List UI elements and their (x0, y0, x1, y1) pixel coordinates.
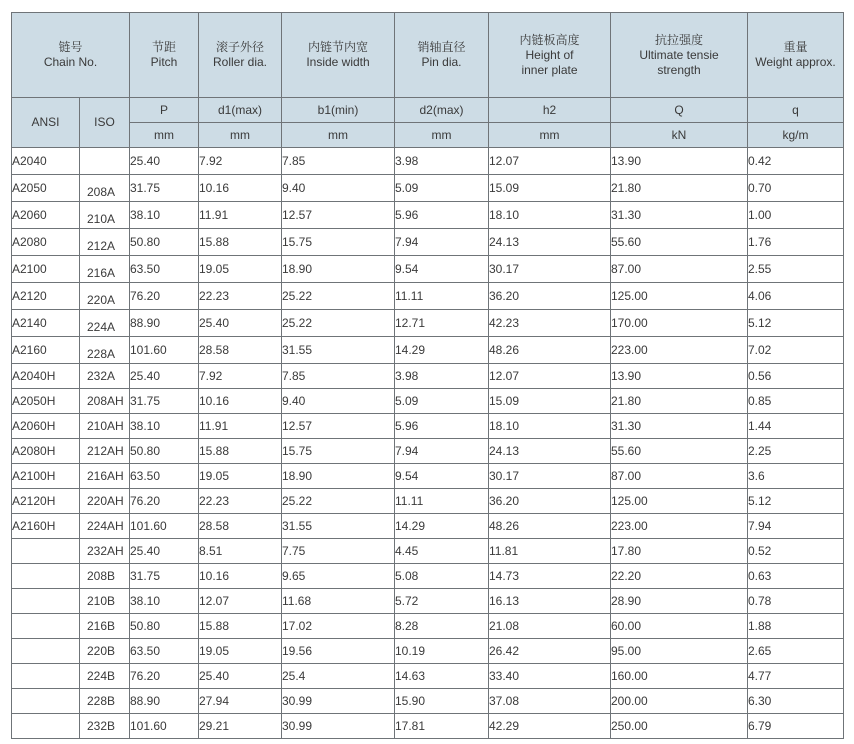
pin-cell: 5.96 (395, 202, 489, 229)
table-row (12, 539, 844, 564)
table-row (12, 714, 844, 739)
height-cell: 48.26 (489, 514, 611, 539)
pin-cell: 5.09 (395, 389, 489, 414)
pitch-cell: 38.10 (130, 414, 199, 439)
height-cell: 37.08 (489, 689, 611, 714)
inside-cell: 30.99 (282, 689, 395, 714)
chain-no-cn: 链号 (58, 40, 83, 54)
iso-cell: 232A (80, 364, 130, 389)
iso-cell: 224AH (80, 514, 130, 539)
inside-cell: 7.85 (282, 148, 395, 175)
roller-cell: 10.16 (199, 564, 282, 589)
weight-cell: 4.77 (748, 664, 844, 689)
pin-cn: 销轴直径 (417, 40, 466, 54)
roller-cell: 19.05 (199, 639, 282, 664)
table-body (12, 148, 844, 739)
pitch-cell: 31.75 (130, 389, 199, 414)
iso-cell: 220AH (80, 489, 130, 514)
height-en-2: inner plate (521, 62, 578, 77)
col-weight (748, 13, 844, 98)
table-row (12, 439, 844, 464)
col-iso: ISO (80, 98, 130, 148)
inside-cell: 11.68 (282, 589, 395, 614)
table-row (12, 564, 844, 589)
ansi-cell: A2160H (12, 514, 80, 539)
inside-cell: 12.57 (282, 202, 395, 229)
height-cell: 12.07 (489, 148, 611, 175)
inside-cell: 25.22 (282, 283, 395, 310)
symbol-strength: Q (611, 98, 748, 123)
ansi-cell: A2040 (12, 148, 80, 175)
ansi-cell (12, 589, 80, 614)
height-cell: 24.13 (489, 439, 611, 464)
roller-cell: 25.40 (199, 664, 282, 689)
ansi-cell: A2060H (12, 414, 80, 439)
roller-cell: 25.40 (199, 310, 282, 337)
pin-cell: 17.81 (395, 714, 489, 739)
strength-cell: 125.00 (611, 283, 748, 310)
ansi-cell: A2080H (12, 439, 80, 464)
roller-cell: 12.07 (199, 589, 282, 614)
strength-cell: 160.00 (611, 664, 748, 689)
weight-cell: 7.02 (748, 337, 844, 364)
ansi-cell: A2160 (12, 337, 80, 364)
table-row (12, 389, 844, 414)
pin-cell: 3.98 (395, 148, 489, 175)
strength-cell: 87.00 (611, 464, 748, 489)
col-roller (199, 13, 282, 98)
iso-cell: 232B (80, 714, 130, 739)
ansi-cell: A2040H (12, 364, 80, 389)
strength-cn: 抗拉强度 (654, 32, 703, 47)
weight-cell: 6.30 (748, 689, 844, 714)
height-cell: 48.26 (489, 337, 611, 364)
weight-cell: 0.85 (748, 389, 844, 414)
weight-cell: 3.6 (748, 464, 844, 489)
pitch-cell: 76.20 (130, 664, 199, 689)
height-cell: 42.23 (489, 310, 611, 337)
unit-weight: kg/m (748, 123, 844, 148)
strength-cell: 125.00 (611, 489, 748, 514)
pin-cell: 3.98 (395, 364, 489, 389)
inside-cell: 25.22 (282, 489, 395, 514)
table-row (12, 464, 844, 489)
pin-cell: 5.96 (395, 414, 489, 439)
inside-cell: 9.65 (282, 564, 395, 589)
weight-cell: 0.56 (748, 364, 844, 389)
weight-cell: 1.00 (748, 202, 844, 229)
iso-cell: 208A (80, 175, 130, 202)
inside-cell: 18.90 (282, 464, 395, 489)
iso-cell: 228A (80, 337, 130, 364)
col-strength (611, 13, 748, 98)
col-inside-width (282, 13, 395, 98)
height-cell: 15.09 (489, 175, 611, 202)
table-row (12, 414, 844, 439)
inside-cell: 9.40 (282, 389, 395, 414)
table-row (12, 337, 844, 364)
iso-cell: 224A (80, 310, 130, 337)
strength-cell: 87.00 (611, 256, 748, 283)
inside-cell: 18.90 (282, 256, 395, 283)
roller-cell: 15.88 (199, 614, 282, 639)
strength-cell: 21.80 (611, 175, 748, 202)
col-ansi: ANSI (12, 98, 80, 148)
pitch-cell: 63.50 (130, 464, 199, 489)
weight-cell: 4.06 (748, 283, 844, 310)
table-header (12, 13, 844, 148)
pin-cell: 14.29 (395, 514, 489, 539)
iso-cell: 208B (80, 564, 130, 589)
inside-cell: 7.75 (282, 539, 395, 564)
inside-cell: 12.57 (282, 414, 395, 439)
pin-cell: 7.94 (395, 439, 489, 464)
pitch-cell: 76.20 (130, 283, 199, 310)
height-cell: 11.81 (489, 539, 611, 564)
pitch-cell: 25.40 (130, 364, 199, 389)
pitch-cell: 31.75 (130, 564, 199, 589)
roller-cell: 7.92 (199, 364, 282, 389)
weight-en: Weight approx. (755, 55, 836, 69)
col-pitch (130, 13, 199, 98)
symbol-roller: d1(max) (199, 98, 282, 123)
weight-cell: 1.88 (748, 614, 844, 639)
strength-cell: 55.60 (611, 439, 748, 464)
ansi-cell: A2050H (12, 389, 80, 414)
table-row (12, 229, 844, 256)
strength-cell: 17.80 (611, 539, 748, 564)
ansi-cell (12, 664, 80, 689)
inside-cell: 25.4 (282, 664, 395, 689)
height-cell: 12.07 (489, 364, 611, 389)
unit-pitch: mm (130, 123, 199, 148)
strength-cell: 13.90 (611, 148, 748, 175)
inside-cell: 9.40 (282, 175, 395, 202)
unit-inside: mm (282, 123, 395, 148)
ansi-cell (12, 539, 80, 564)
iso-cell: 220B (80, 639, 130, 664)
col-plate-height (489, 13, 611, 98)
weight-cell: 2.25 (748, 439, 844, 464)
pin-cell: 11.11 (395, 283, 489, 310)
pitch-cell: 50.80 (130, 439, 199, 464)
chain-no-en: Chain No. (43, 55, 98, 69)
unit-height: mm (489, 123, 611, 148)
pin-cell: 5.72 (395, 589, 489, 614)
ansi-cell (12, 614, 80, 639)
symbol-height: h2 (489, 98, 611, 123)
table-row (12, 364, 844, 389)
inside-cell: 7.85 (282, 364, 395, 389)
roller-cell: 8.51 (199, 539, 282, 564)
strength-cell: 55.60 (611, 229, 748, 256)
table-row (12, 283, 844, 310)
weight-cn: 重量 (783, 40, 808, 54)
pitch-cell: 101.60 (130, 514, 199, 539)
strength-cell: 223.00 (611, 514, 748, 539)
table-row (12, 175, 844, 202)
table-row (12, 589, 844, 614)
height-cell: 14.73 (489, 564, 611, 589)
pin-cell: 4.45 (395, 539, 489, 564)
pitch-cell: 76.20 (130, 489, 199, 514)
iso-cell: 224B (80, 664, 130, 689)
ansi-cell: A2100 (12, 256, 80, 283)
weight-cell: 1.44 (748, 414, 844, 439)
symbol-weight: q (748, 98, 844, 123)
pitch-cell: 38.10 (130, 589, 199, 614)
pin-en: Pin dia. (421, 55, 462, 69)
strength-cell: 95.00 (611, 639, 748, 664)
height-cell: 33.40 (489, 664, 611, 689)
iso-cell: 228B (80, 689, 130, 714)
strength-en-2: strength (657, 62, 701, 77)
strength-cell: 21.80 (611, 389, 748, 414)
height-cell: 16.13 (489, 589, 611, 614)
ansi-cell: A2100H (12, 464, 80, 489)
table-row (12, 202, 844, 229)
table-row (12, 489, 844, 514)
weight-cell: 5.12 (748, 310, 844, 337)
height-cell: 15.09 (489, 389, 611, 414)
table-row (12, 148, 844, 175)
inside-cell: 25.22 (282, 310, 395, 337)
roller-cell: 22.23 (199, 489, 282, 514)
pitch-cell: 63.50 (130, 256, 199, 283)
ansi-cell: A2120H (12, 489, 80, 514)
height-cell: 36.20 (489, 283, 611, 310)
inside-cell: 15.75 (282, 439, 395, 464)
weight-cell: 0.70 (748, 175, 844, 202)
ansi-cell (12, 689, 80, 714)
iso-cell: 212AH (80, 439, 130, 464)
ansi-cell: A2120 (12, 283, 80, 310)
col-chain-no (12, 13, 130, 98)
weight-cell: 5.12 (748, 489, 844, 514)
inside-cell: 17.02 (282, 614, 395, 639)
table-row (12, 664, 844, 689)
pin-cell: 12.71 (395, 310, 489, 337)
ansi-cell: A2080 (12, 229, 80, 256)
ansi-cell (12, 639, 80, 664)
strength-cell: 31.30 (611, 202, 748, 229)
iso-cell: 220A (80, 283, 130, 310)
strength-en-1: Ultimate tensie (639, 47, 719, 62)
roller-cell: 11.91 (199, 202, 282, 229)
height-cell: 24.13 (489, 229, 611, 256)
pin-cell: 8.28 (395, 614, 489, 639)
table-row (12, 514, 844, 539)
weight-cell: 6.79 (748, 714, 844, 739)
symbol-pin: d2(max) (395, 98, 489, 123)
roller-cell: 29.21 (199, 714, 282, 739)
roller-cell: 19.05 (199, 464, 282, 489)
iso-cell: 210AH (80, 414, 130, 439)
pin-cell: 15.90 (395, 689, 489, 714)
pin-cell: 7.94 (395, 229, 489, 256)
weight-cell: 1.76 (748, 229, 844, 256)
ansi-cell (12, 714, 80, 739)
height-cell: 36.20 (489, 489, 611, 514)
strength-cell: 60.00 (611, 614, 748, 639)
height-cell: 21.08 (489, 614, 611, 639)
weight-cell: 0.42 (748, 148, 844, 175)
iso-cell (80, 148, 130, 175)
strength-cell: 170.00 (611, 310, 748, 337)
pitch-cell: 25.40 (130, 539, 199, 564)
inside-en: Inside width (306, 55, 370, 69)
iso-cell: 210B (80, 589, 130, 614)
pitch-cell: 88.90 (130, 310, 199, 337)
roller-cell: 10.16 (199, 389, 282, 414)
strength-cell: 28.90 (611, 589, 748, 614)
symbol-inside: b1(min) (282, 98, 395, 123)
height-cn: 内链板高度 (519, 32, 580, 47)
roller-cell: 28.58 (199, 337, 282, 364)
pin-cell: 5.09 (395, 175, 489, 202)
inside-cell: 15.75 (282, 229, 395, 256)
ansi-cell: A2140 (12, 310, 80, 337)
unit-pin: mm (395, 123, 489, 148)
inside-cell: 31.55 (282, 514, 395, 539)
height-cell: 18.10 (489, 202, 611, 229)
roller-cell: 11.91 (199, 414, 282, 439)
roller-cn: 滚子外径 (215, 40, 264, 54)
roller-cell: 28.58 (199, 514, 282, 539)
table-row (12, 256, 844, 283)
roller-cell: 7.92 (199, 148, 282, 175)
roller-cell: 10.16 (199, 175, 282, 202)
pin-cell: 9.54 (395, 464, 489, 489)
iso-cell: 208AH (80, 389, 130, 414)
unit-roller: mm (199, 123, 282, 148)
inside-cell: 30.99 (282, 714, 395, 739)
weight-cell: 0.78 (748, 589, 844, 614)
pin-cell: 9.54 (395, 256, 489, 283)
roller-cell: 27.94 (199, 689, 282, 714)
pin-cell: 10.19 (395, 639, 489, 664)
strength-cell: 250.00 (611, 714, 748, 739)
pitch-cell: 31.75 (130, 175, 199, 202)
height-cell: 30.17 (489, 464, 611, 489)
roller-cell: 19.05 (199, 256, 282, 283)
pin-cell: 11.11 (395, 489, 489, 514)
iso-cell: 216A (80, 256, 130, 283)
ansi-cell: A2060 (12, 202, 80, 229)
inside-cell: 31.55 (282, 337, 395, 364)
pitch-cell: 25.40 (130, 148, 199, 175)
iso-cell: 212A (80, 229, 130, 256)
symbol-pitch: P (130, 98, 199, 123)
roller-en: Roller dia. (212, 55, 268, 69)
iso-cell: 216AH (80, 464, 130, 489)
ansi-cell: A2050 (12, 175, 80, 202)
chain-spec-table (11, 12, 844, 739)
height-cell: 26.42 (489, 639, 611, 664)
iso-cell: 232AH (80, 539, 130, 564)
pitch-cell: 88.90 (130, 689, 199, 714)
weight-cell: 7.94 (748, 514, 844, 539)
pitch-en: Pitch (150, 55, 178, 69)
unit-strength: kN (611, 123, 748, 148)
strength-cell: 200.00 (611, 689, 748, 714)
weight-cell: 0.63 (748, 564, 844, 589)
strength-cell: 13.90 (611, 364, 748, 389)
pin-cell: 5.08 (395, 564, 489, 589)
ansi-cell (12, 564, 80, 589)
pitch-cn: 节距 (151, 40, 176, 54)
pin-cell: 14.29 (395, 337, 489, 364)
table-row (12, 689, 844, 714)
roller-cell: 22.23 (199, 283, 282, 310)
pin-cell: 14.63 (395, 664, 489, 689)
strength-cell: 22.20 (611, 564, 748, 589)
height-cell: 42.29 (489, 714, 611, 739)
roller-cell: 15.88 (199, 229, 282, 256)
height-cell: 18.10 (489, 414, 611, 439)
col-pin (395, 13, 489, 98)
iso-cell: 216B (80, 614, 130, 639)
pitch-cell: 101.60 (130, 337, 199, 364)
roller-cell: 15.88 (199, 439, 282, 464)
inside-cell: 19.56 (282, 639, 395, 664)
weight-cell: 0.52 (748, 539, 844, 564)
iso-cell: 210A (80, 202, 130, 229)
strength-cell: 31.30 (611, 414, 748, 439)
pitch-cell: 50.80 (130, 614, 199, 639)
table-row (12, 310, 844, 337)
weight-cell: 2.55 (748, 256, 844, 283)
pitch-cell: 50.80 (130, 229, 199, 256)
table-row (12, 639, 844, 664)
height-cell: 30.17 (489, 256, 611, 283)
table-row (12, 614, 844, 639)
weight-cell: 2.65 (748, 639, 844, 664)
pitch-cell: 63.50 (130, 639, 199, 664)
pitch-cell: 38.10 (130, 202, 199, 229)
inside-cn: 内链节内宽 (307, 40, 368, 54)
pitch-cell: 101.60 (130, 714, 199, 739)
height-en-1: Height of (525, 47, 574, 62)
strength-cell: 223.00 (611, 337, 748, 364)
